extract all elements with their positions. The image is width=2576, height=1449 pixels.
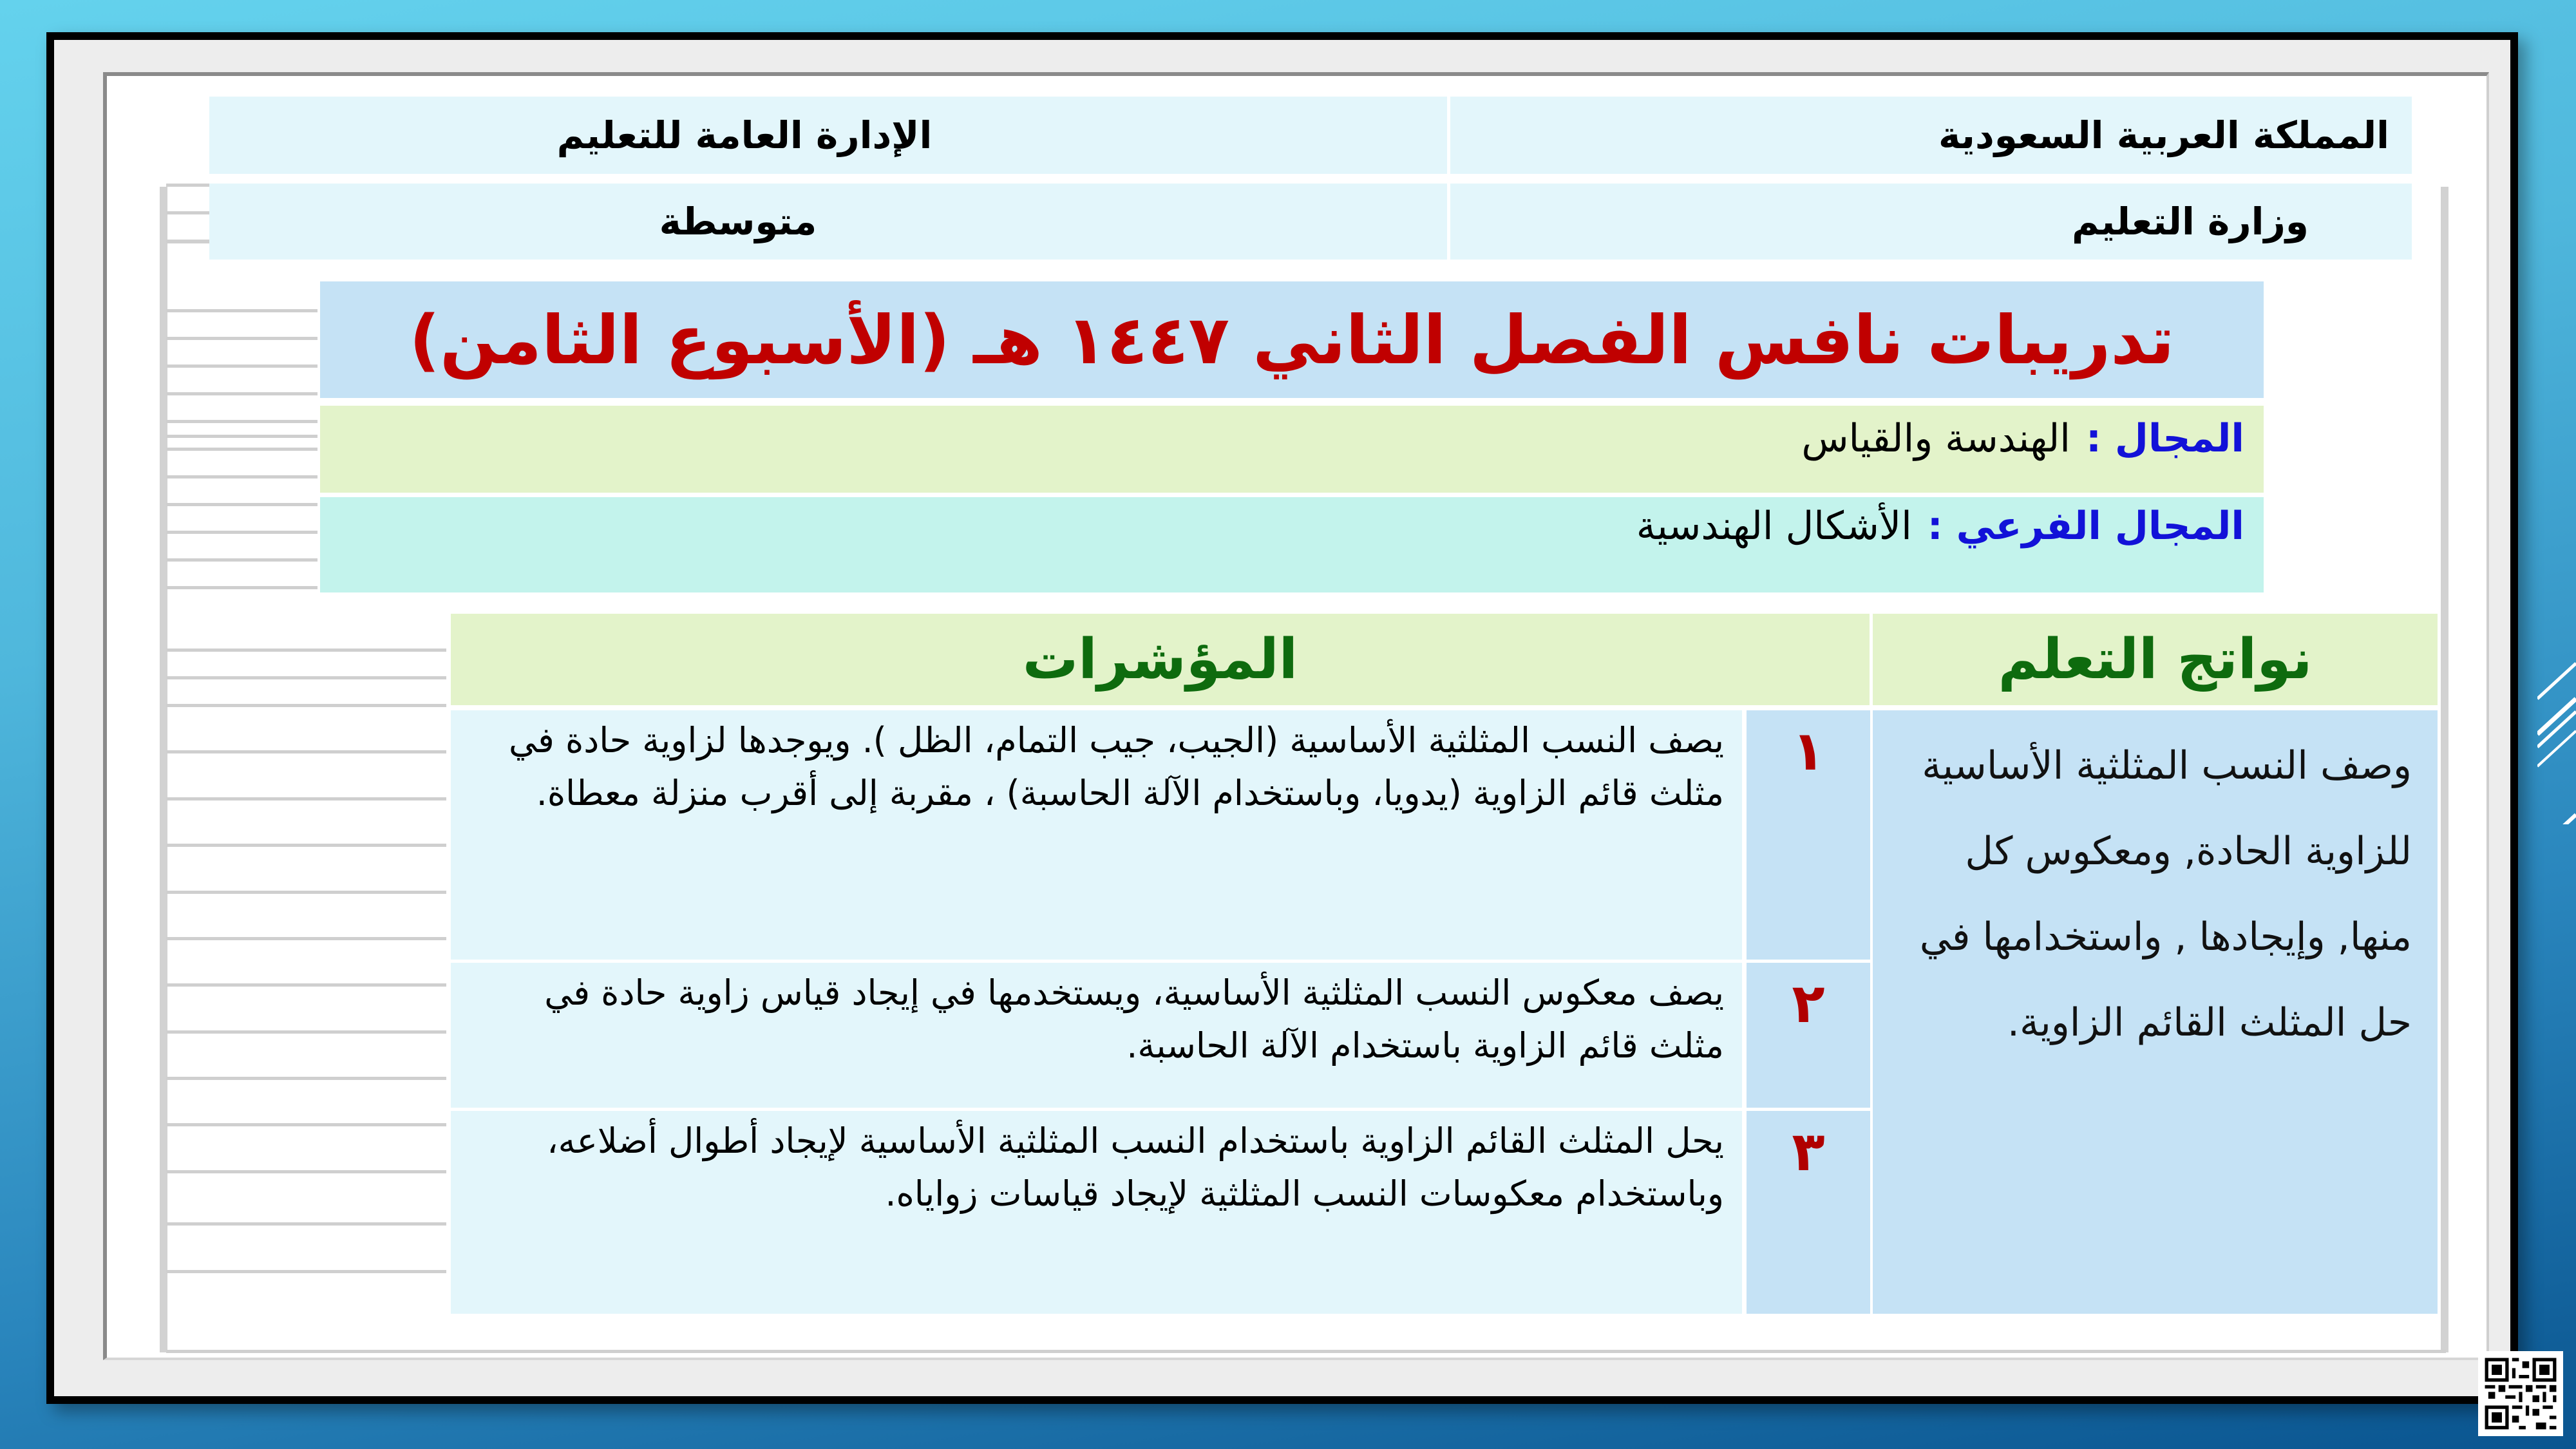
table-row (451, 963, 1742, 1108)
ruled-line (166, 1350, 2446, 1353)
ruled-line (166, 309, 317, 312)
ruled-line (166, 420, 317, 423)
table-row (451, 1111, 1742, 1314)
ruled-line (166, 240, 213, 243)
subdomain-row (320, 497, 2264, 592)
ruled-line (166, 475, 317, 478)
ruled-line (166, 844, 446, 847)
ruled-line (166, 1123, 446, 1126)
indicator-text: يصف النسب المثلثية الأساسية (الجيب، جيب التمام، الظل ). ويوجدها لزاوية حادة في مثلث قائم الزاوية (يدويا، وباستخدام الآلة الحاسبة) ، مقربة إلى أقرب منزلة معطاة. (508, 720, 1724, 813)
decorative-stripes-icon (2537, 618, 2576, 824)
row-number-cell (1747, 963, 1870, 1108)
notebook-spine-left (160, 187, 167, 1352)
ruled-line (166, 1077, 446, 1080)
table-header-indicators-text: المؤشرات (1022, 627, 1298, 692)
domain-row (320, 406, 2264, 493)
ruled-line (166, 797, 446, 800)
header-country (1450, 97, 2412, 174)
ruled-line (166, 937, 446, 940)
ruled-line (166, 558, 317, 562)
ruled-line (166, 337, 317, 340)
header-school-level-text: متوسطة (659, 200, 817, 243)
subdomain-label: المجال الفرعي : (1927, 504, 2244, 549)
ruled-line (166, 891, 446, 894)
table-header-indicators (451, 614, 1870, 705)
row-number: ٢ (1792, 972, 1825, 1035)
ruled-line (166, 1222, 446, 1226)
domain-value: الهندسة والقياس (1801, 416, 2070, 461)
header-directorate-text: الإدارة العامة للتعليم (556, 113, 933, 157)
ruled-line (166, 184, 213, 187)
learning-outcome-text: وصف النسب المثلثية الأساسية للزاوية الحادة, ومعكوس كل منها, وإيجادها , واستخدامها في حل المثلث القائم الزاوية. (1919, 743, 2412, 1045)
header-ministry-text: وزارة التعليم (2071, 200, 2309, 243)
page-title (320, 281, 2264, 398)
header-school-level (209, 184, 1447, 260)
ruled-line (166, 531, 317, 534)
ruled-line (166, 392, 317, 395)
ruled-line (166, 1030, 446, 1034)
ruled-line (166, 435, 317, 438)
qr-code-icon (2478, 1351, 2563, 1436)
ruled-line (166, 1170, 446, 1173)
table-header-outcomes (1873, 614, 2438, 705)
row-number: ٣ (1792, 1120, 1825, 1183)
notebook-spine-right (2441, 187, 2448, 1352)
row-number: ١ (1792, 719, 1825, 782)
header-ministry (1450, 184, 2412, 260)
ruled-line (166, 211, 213, 214)
page-title-text: تدريبات نافس الفصل الثاني ١٤٤٧ هـ (الأسبوع الثامن) (409, 300, 2175, 379)
ruled-line (166, 586, 317, 589)
domain-label: المجال : (2085, 416, 2244, 461)
ruled-line (166, 649, 446, 652)
row-number-cell (1747, 1111, 1870, 1314)
ruled-line (166, 983, 446, 987)
table-header-outcomes-text: نواتج التعلم (1998, 627, 2313, 692)
ruled-line (166, 365, 317, 368)
ruled-line (166, 704, 446, 707)
table-row (451, 710, 1742, 960)
subdomain-value: الأشكال الهندسية (1636, 504, 1912, 549)
ruled-line (166, 1270, 446, 1273)
indicator-text: يصف معكوس النسب المثلثية الأساسية، ويستخدمها في إيجاد قياس زاوية حادة في مثلث قائم الزاوية باستخدام الآلة الحاسبة. (544, 972, 1724, 1066)
learning-outcome-cell (1873, 710, 2438, 1314)
ruled-line (166, 503, 317, 506)
row-number-cell (1747, 710, 1870, 960)
header-country-text: المملكة العربية السعودية (1938, 113, 2389, 157)
ruled-line (166, 448, 317, 451)
ruled-line (166, 676, 446, 679)
header-directorate (209, 97, 1447, 174)
ruled-line (166, 750, 446, 753)
indicator-text: يحل المثلث القائم الزاوية باستخدام النسب المثلثية الأساسية لإيجاد أطوال أضلاعه، وباستخدام معكوسات النسب المثلثية لإيجاد قياسات زواياه. (547, 1121, 1724, 1214)
